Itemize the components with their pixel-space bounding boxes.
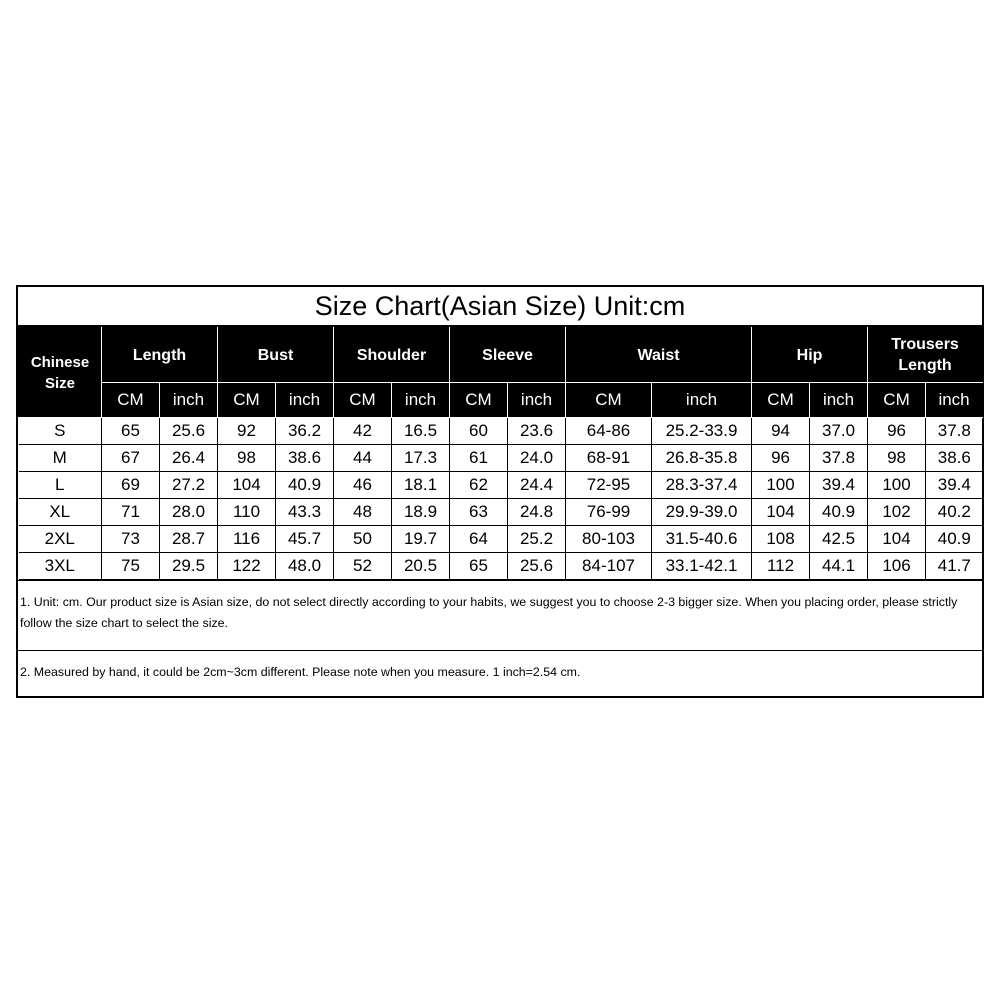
table-cell: 104	[218, 472, 276, 499]
table-cell: 36.2	[276, 418, 334, 445]
table-row	[19, 472, 983, 499]
table-cell: 65	[450, 553, 508, 580]
table-cell: 98	[868, 445, 926, 472]
table-cell: 122	[218, 553, 276, 580]
table-cell: 50	[334, 526, 392, 553]
table-cell: 63	[450, 499, 508, 526]
table-cell: 67	[102, 445, 160, 472]
table-cell: 106	[868, 553, 926, 580]
table-cell: 73	[102, 526, 160, 553]
table-cell: 20.5	[392, 553, 450, 580]
table-cell: 24.0	[508, 445, 566, 472]
table-cell: 75	[102, 553, 160, 580]
table-cell: 76-99	[566, 499, 652, 526]
note-1: 1. Unit: cm. Our product size is Asian size, do not select directly according to your habits, we suggest you to choose 2-3 bigger size. When you placing order, please strictly follow the size chart to select the size.	[18, 580, 982, 650]
table-cell: 16.5	[392, 418, 450, 445]
table-cell: 28.7	[160, 526, 218, 553]
column-header-waist: Waist	[566, 328, 752, 383]
unit-header: CM	[334, 383, 392, 418]
table-cell: 48.0	[276, 553, 334, 580]
unit-header: CM	[752, 383, 810, 418]
table-row	[19, 499, 983, 526]
size-header: Chinese Size	[19, 328, 102, 418]
table-row	[19, 553, 983, 580]
unit-header: inch	[392, 383, 450, 418]
table-cell: 26.8-35.8	[652, 445, 752, 472]
table-cell: 44	[334, 445, 392, 472]
unit-header: CM	[450, 383, 508, 418]
size-label: L	[19, 472, 102, 499]
size-label: 3XL	[19, 553, 102, 580]
table-cell: 38.6	[926, 445, 983, 472]
table-row	[19, 418, 983, 445]
unit-header: inch	[926, 383, 983, 418]
table-cell: 62	[450, 472, 508, 499]
table-cell: 37.0	[810, 418, 868, 445]
column-header-sleeve: Sleeve	[450, 328, 566, 383]
table-cell: 112	[752, 553, 810, 580]
table-cell: 92	[218, 418, 276, 445]
unit-header: inch	[276, 383, 334, 418]
table-cell: 102	[868, 499, 926, 526]
table-cell: 28.3-37.4	[652, 472, 752, 499]
table-cell: 18.1	[392, 472, 450, 499]
table-cell: 44.1	[810, 553, 868, 580]
table-cell: 46	[334, 472, 392, 499]
table-cell: 29.5	[160, 553, 218, 580]
table-cell: 100	[752, 472, 810, 499]
table-cell: 48	[334, 499, 392, 526]
table-cell: 61	[450, 445, 508, 472]
unit-header: CM	[218, 383, 276, 418]
table-row	[19, 526, 983, 553]
table-cell: 17.3	[392, 445, 450, 472]
table-cell: 43.3	[276, 499, 334, 526]
table-cell: 40.9	[926, 526, 983, 553]
table-cell: 24.4	[508, 472, 566, 499]
table-cell: 28.0	[160, 499, 218, 526]
table-cell: 25.6	[160, 418, 218, 445]
table-cell: 31.5-40.6	[652, 526, 752, 553]
table-cell: 26.4	[160, 445, 218, 472]
table-cell: 65	[102, 418, 160, 445]
table-cell: 116	[218, 526, 276, 553]
table-body	[19, 418, 983, 580]
table-cell: 40.9	[810, 499, 868, 526]
size-label: M	[19, 445, 102, 472]
table-cell: 39.4	[810, 472, 868, 499]
table-cell: 25.2-33.9	[652, 418, 752, 445]
table-cell: 52	[334, 553, 392, 580]
table-cell: 27.2	[160, 472, 218, 499]
table-cell: 60	[450, 418, 508, 445]
table-cell: 45.7	[276, 526, 334, 553]
column-header-shoulder: Shoulder	[334, 328, 450, 383]
table-cell: 37.8	[810, 445, 868, 472]
size-label: XL	[19, 499, 102, 526]
table-cell: 39.4	[926, 472, 983, 499]
table-cell: 33.1-42.1	[652, 553, 752, 580]
table-cell: 69	[102, 472, 160, 499]
table-cell: 41.7	[926, 553, 983, 580]
unit-header: CM	[868, 383, 926, 418]
table-cell: 19.7	[392, 526, 450, 553]
unit-header: inch	[508, 383, 566, 418]
table-cell: 96	[752, 445, 810, 472]
column-header-length: Length	[102, 328, 218, 383]
table-cell: 40.9	[276, 472, 334, 499]
table-cell: 64-86	[566, 418, 652, 445]
table-cell: 42	[334, 418, 392, 445]
chart-title: Size Chart(Asian Size) Unit:cm	[18, 287, 982, 327]
table-cell: 80-103	[566, 526, 652, 553]
unit-header: CM	[566, 383, 652, 418]
table-cell: 84-107	[566, 553, 652, 580]
size-label: S	[19, 418, 102, 445]
table-cell: 38.6	[276, 445, 334, 472]
table-cell: 37.8	[926, 418, 983, 445]
table-cell: 42.5	[810, 526, 868, 553]
table-cell: 94	[752, 418, 810, 445]
unit-row	[19, 383, 983, 418]
table-cell: 68-91	[566, 445, 652, 472]
table-cell: 72-95	[566, 472, 652, 499]
unit-header: inch	[652, 383, 752, 418]
table-cell: 110	[218, 499, 276, 526]
table-cell: 64	[450, 526, 508, 553]
column-header-trousers-length: Trousers Length	[868, 328, 983, 383]
unit-header: CM	[102, 383, 160, 418]
table-cell: 40.2	[926, 499, 983, 526]
header-row	[19, 328, 983, 383]
table-cell: 24.8	[508, 499, 566, 526]
table-cell: 104	[752, 499, 810, 526]
table-cell: 25.2	[508, 526, 566, 553]
unit-header: inch	[810, 383, 868, 418]
size-table	[18, 327, 983, 580]
table-cell: 100	[868, 472, 926, 499]
table-cell: 25.6	[508, 553, 566, 580]
column-header-bust: Bust	[218, 328, 334, 383]
size-label: 2XL	[19, 526, 102, 553]
note-2: 2. Measured by hand, it could be 2cm~3cm different. Please note when you measure. 1 inch=2.54 cm.	[18, 650, 982, 696]
size-chart	[16, 285, 984, 698]
table-cell: 98	[218, 445, 276, 472]
table-cell: 108	[752, 526, 810, 553]
table-cell: 18.9	[392, 499, 450, 526]
column-header-hip: Hip	[752, 328, 868, 383]
unit-header: inch	[160, 383, 218, 418]
table-cell: 104	[868, 526, 926, 553]
table-cell: 29.9-39.0	[652, 499, 752, 526]
table-cell: 71	[102, 499, 160, 526]
table-cell: 23.6	[508, 418, 566, 445]
table-row	[19, 445, 983, 472]
table-cell: 96	[868, 418, 926, 445]
